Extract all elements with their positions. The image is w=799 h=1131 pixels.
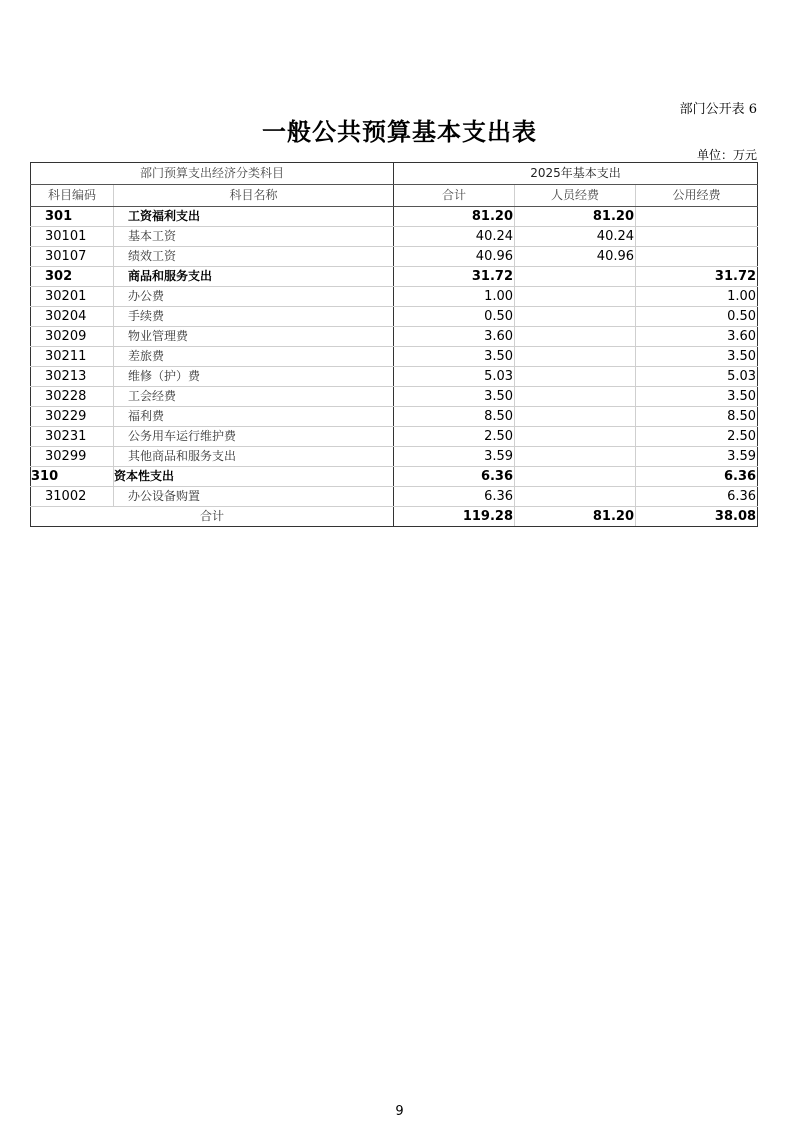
table-row [31, 487, 758, 507]
row-code: 31002 [31, 487, 114, 507]
table-row [31, 347, 758, 367]
header-basic-expenditure: 2025年基本支出 [394, 163, 758, 185]
row-name: 物业管理费 [114, 327, 394, 347]
row-name: 办公设备购置 [114, 487, 394, 507]
total-amount: 119.28 [394, 507, 515, 527]
table-label: 部门公开表 6 [679, 102, 757, 117]
total-public: 38.08 [636, 507, 758, 527]
row-public [636, 247, 758, 267]
row-name: 商品和服务支出 [114, 267, 394, 287]
row-name: 工会经费 [114, 387, 394, 407]
row-name: 工资福利支出 [114, 207, 394, 227]
table-row [31, 247, 758, 267]
row-name: 公务用车运行维护费 [114, 427, 394, 447]
table-row [31, 407, 758, 427]
row-personnel [515, 487, 636, 507]
table-body [31, 207, 758, 507]
row-code: 30107 [31, 247, 114, 267]
row-total: 40.96 [394, 247, 515, 267]
row-total: 6.36 [394, 487, 515, 507]
row-public [636, 207, 758, 227]
row-public: 0.50 [636, 307, 758, 327]
row-total: 1.00 [394, 287, 515, 307]
row-personnel: 40.24 [515, 227, 636, 247]
row-name: 办公费 [114, 287, 394, 307]
row-code: 302 [31, 267, 114, 287]
row-total: 6.36 [394, 467, 515, 487]
header-name: 科目名称 [114, 185, 394, 207]
header-classification: 部门预算支出经济分类科目 [31, 163, 394, 185]
row-name: 维修（护）费 [114, 367, 394, 387]
total-label: 合计 [31, 507, 394, 527]
table-row [31, 367, 758, 387]
row-public: 3.50 [636, 347, 758, 367]
header-personnel: 人员经费 [515, 185, 636, 207]
row-personnel [515, 387, 636, 407]
row-code: 30204 [31, 307, 114, 327]
row-public: 6.36 [636, 487, 758, 507]
header-total: 合计 [394, 185, 515, 207]
table-row [31, 307, 758, 327]
page-number: 9 [395, 1104, 404, 1119]
row-code: 30213 [31, 367, 114, 387]
unit-label: 单位：万元 [696, 148, 757, 162]
row-personnel: 40.96 [515, 247, 636, 267]
row-public: 31.72 [636, 267, 758, 287]
row-public: 3.60 [636, 327, 758, 347]
row-code: 30228 [31, 387, 114, 407]
row-code: 30231 [31, 427, 114, 447]
row-code: 30101 [31, 227, 114, 247]
table-row [31, 287, 758, 307]
row-total: 0.50 [394, 307, 515, 327]
table-row [31, 267, 758, 287]
row-personnel [515, 427, 636, 447]
row-personnel [515, 287, 636, 307]
header-column-row [31, 185, 758, 207]
row-name: 资本性支出 [114, 467, 394, 487]
row-total: 8.50 [394, 407, 515, 427]
table-row [31, 227, 758, 247]
table-row [31, 207, 758, 227]
row-personnel [515, 327, 636, 347]
table-row [31, 327, 758, 347]
table-row [31, 427, 758, 447]
row-total: 3.60 [394, 327, 515, 347]
row-total: 3.50 [394, 387, 515, 407]
row-code: 30229 [31, 407, 114, 427]
row-personnel: 81.20 [515, 207, 636, 227]
row-name: 福利费 [114, 407, 394, 427]
row-public: 1.00 [636, 287, 758, 307]
row-public: 8.50 [636, 407, 758, 427]
row-public: 3.59 [636, 447, 758, 467]
row-total: 81.20 [394, 207, 515, 227]
row-personnel [515, 307, 636, 327]
header-public: 公用经费 [636, 185, 758, 207]
row-public: 6.36 [636, 467, 758, 487]
row-code: 30211 [31, 347, 114, 367]
table-row [31, 467, 758, 487]
row-personnel [515, 407, 636, 427]
row-total: 3.50 [394, 347, 515, 367]
row-code: 30201 [31, 287, 114, 307]
row-personnel [515, 447, 636, 467]
row-personnel [515, 267, 636, 287]
table-row [31, 387, 758, 407]
table-row [31, 447, 758, 467]
budget-table [30, 162, 758, 527]
row-total: 40.24 [394, 227, 515, 247]
row-total: 5.03 [394, 367, 515, 387]
row-public [636, 227, 758, 247]
row-total: 2.50 [394, 427, 515, 447]
row-total: 31.72 [394, 267, 515, 287]
page-title: 一般公共预算基本支出表 [262, 117, 537, 146]
row-code: 310 [31, 467, 114, 487]
row-personnel [515, 367, 636, 387]
row-code: 30299 [31, 447, 114, 467]
row-code: 301 [31, 207, 114, 227]
row-personnel [515, 347, 636, 367]
row-public: 5.03 [636, 367, 758, 387]
row-name: 基本工资 [114, 227, 394, 247]
row-total: 3.59 [394, 447, 515, 467]
header-code: 科目编码 [31, 185, 114, 207]
row-code: 30209 [31, 327, 114, 347]
row-public: 2.50 [636, 427, 758, 447]
row-name: 手续费 [114, 307, 394, 327]
row-public: 3.50 [636, 387, 758, 407]
row-name: 差旅费 [114, 347, 394, 367]
row-name: 绩效工资 [114, 247, 394, 267]
header-group-row [31, 163, 758, 185]
total-personnel: 81.20 [515, 507, 636, 527]
row-name: 其他商品和服务支出 [114, 447, 394, 467]
row-personnel [515, 467, 636, 487]
total-row [31, 507, 758, 527]
